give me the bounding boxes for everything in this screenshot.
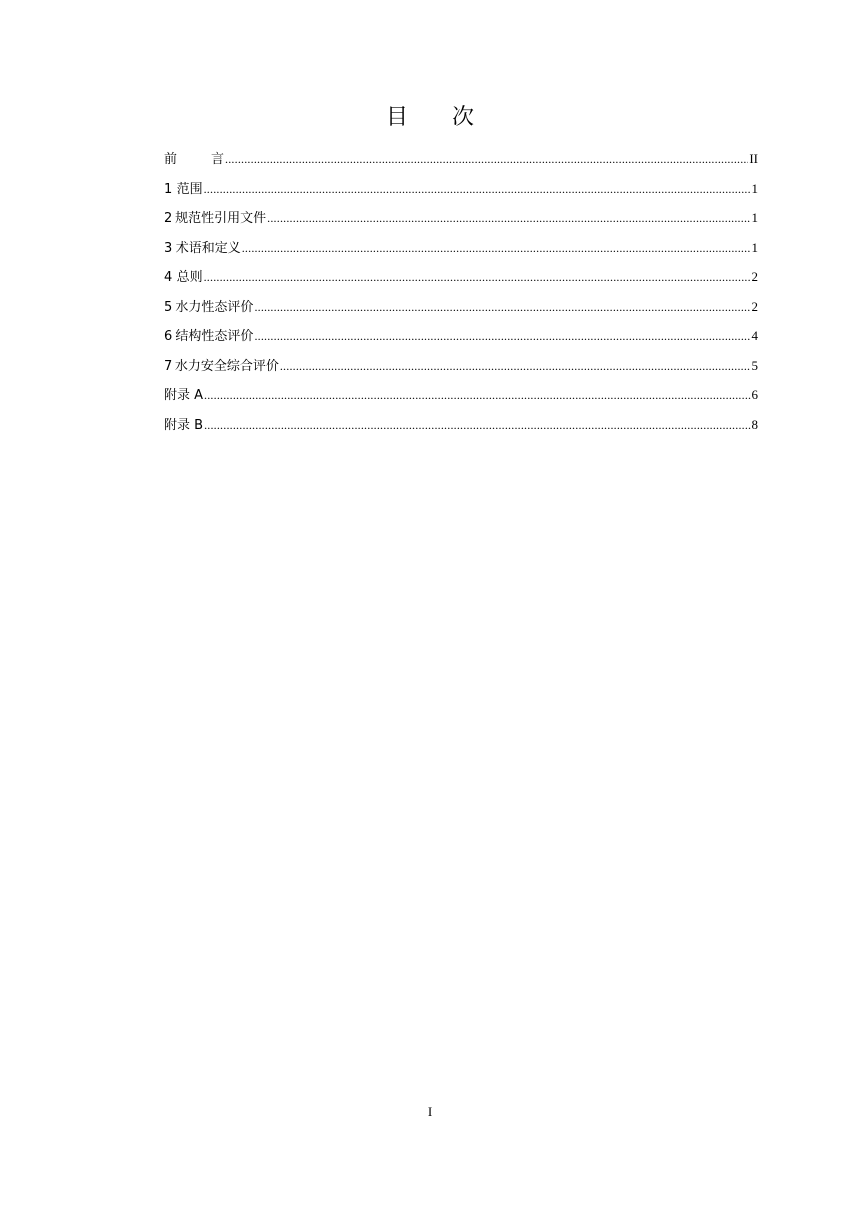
toc-entry-number: 5 bbox=[164, 299, 173, 315]
toc-entry-page: 4 bbox=[751, 328, 758, 343]
toc-entry-number: 6 bbox=[164, 329, 173, 344]
toc-entry-number: 4 bbox=[164, 270, 173, 285]
toc-entry-page: II bbox=[749, 151, 758, 166]
toc-entry-page: 6 bbox=[751, 387, 758, 402]
toc-leader-dots bbox=[254, 322, 750, 352]
toc-leader-dots bbox=[204, 411, 750, 441]
toc-leader-dots bbox=[254, 293, 750, 323]
toc-entry-terms-definitions[interactable] bbox=[164, 233, 758, 263]
toc-leader-dots bbox=[280, 352, 751, 382]
toc-entry-label: 水力性态评价 bbox=[175, 299, 254, 315]
toc-entry-scope[interactable] bbox=[164, 174, 758, 204]
toc-entry-label: 结构性态评价 bbox=[175, 329, 254, 344]
toc-entry-label: 前 言 bbox=[164, 152, 225, 167]
toc-entry-page: 2 bbox=[751, 269, 758, 284]
toc-entry-page: 2 bbox=[751, 298, 758, 314]
toc-entry-label: 总则 bbox=[176, 270, 203, 285]
toc-entry-page: 8 bbox=[751, 416, 758, 432]
toc-entry-structural-evaluation[interactable] bbox=[164, 321, 758, 351]
toc-entry-number: 7 bbox=[164, 358, 173, 374]
toc-entry-number: 1 bbox=[164, 181, 173, 197]
toc-entry-page: 1 bbox=[751, 239, 758, 255]
toc-entry-page: 1 bbox=[751, 210, 758, 225]
toc-list bbox=[164, 144, 758, 439]
toc-entry-label: 术语和定义 bbox=[175, 240, 241, 256]
toc-entry-label: 范围 bbox=[176, 181, 203, 197]
toc-entry-appendix-a[interactable] bbox=[164, 380, 758, 410]
toc-entry-foreword[interactable] bbox=[164, 144, 758, 174]
toc-entry-general[interactable] bbox=[164, 262, 758, 292]
toc-leader-dots bbox=[204, 263, 751, 293]
toc-title-part1: 目 bbox=[385, 105, 408, 130]
toc-entry-label: 附录 B bbox=[164, 417, 204, 433]
toc-leader-dots bbox=[204, 175, 751, 205]
toc-entry-label: 水力安全综合评价 bbox=[174, 358, 279, 374]
toc-leader-dots bbox=[204, 381, 750, 411]
page-number: I bbox=[427, 1104, 433, 1119]
toc-entry-normative-references[interactable] bbox=[164, 203, 758, 233]
toc-leader-dots bbox=[242, 234, 751, 264]
toc-title bbox=[0, 101, 860, 135]
toc-entry-comprehensive-evaluation[interactable] bbox=[164, 351, 758, 381]
toc-entry-page: 5 bbox=[751, 357, 758, 373]
toc-entry-page: 1 bbox=[751, 180, 758, 196]
toc-title-part2: 次 bbox=[452, 105, 475, 130]
toc-leader-dots bbox=[225, 145, 748, 175]
toc-entry-label: 规范性引用文件 bbox=[175, 211, 267, 226]
toc-entry-appendix-b[interactable] bbox=[164, 410, 758, 440]
toc-entry-number: 3 bbox=[164, 240, 173, 256]
toc-entry-hydraulic-evaluation[interactable] bbox=[164, 292, 758, 322]
toc-entry-label: 附录 A bbox=[164, 388, 204, 403]
toc-entry-number: 2 bbox=[164, 211, 173, 226]
toc-leader-dots bbox=[267, 204, 750, 234]
